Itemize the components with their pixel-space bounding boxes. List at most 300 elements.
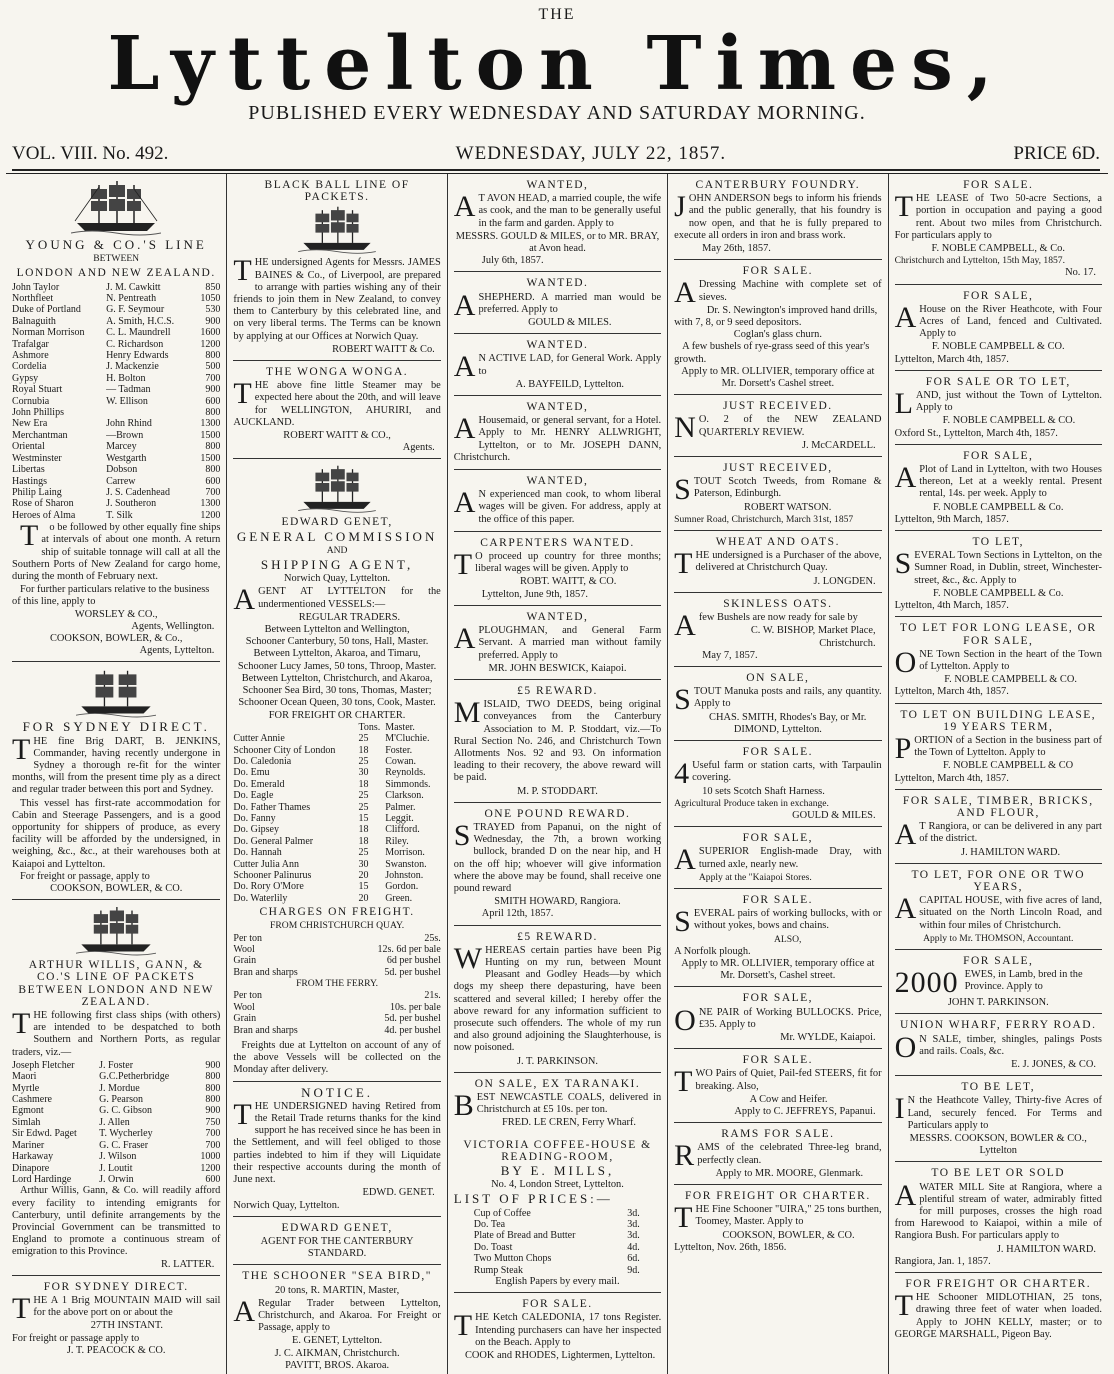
willis-ship-row-cell: 600 [205,1173,221,1185]
willis-ship-row [12,1174,220,1185]
ship-illustration [71,179,161,237]
young-ship-row [12,464,220,475]
classified-ad [454,272,661,334]
foundry-date: May 26th, 1857. [702,243,771,255]
classified-ad [454,803,661,926]
young-ship-row-cell: Trafalgar [12,338,49,350]
price-row-cell: Plate of Bread and Butter [473,1230,576,1242]
capital-title: TO LET, FOR ONE OR TWO YEARS, [911,868,1086,893]
genet-vessel-row-cell: Do. Waterlily [233,892,288,904]
dray-sign: Apply at the "Kaiapoi Stores. [698,871,812,883]
genet-vessel-row-cell: 15 [358,881,369,893]
charge-row-cell: 25s. [424,932,441,944]
genet-vessel-row-cell: Do. Emerald [233,778,285,790]
willis-ship-row-cell: 900 [205,1105,221,1117]
oats-body: Afew Bushels are now ready for sale by [674,609,858,643]
ad-title: ON SALE, EX TARANAKI. [474,1077,641,1090]
forsale-sign: Apply to MR. OLLIVIER, temporary office at Mr. Dorsett's Cashel street. [681,365,875,390]
notice-addr: Norwich Quay, Lyttelton. [233,1199,340,1211]
column-2 [226,174,446,1374]
charges-title: CHARGES ON FREIGHT. [259,906,415,919]
wonga-agent2: Agents. [402,442,435,454]
young-ship-row-cell: Carrew [106,475,136,487]
young-ship-row-cell: John Phillips [12,407,64,419]
ad-date: July 6th, 1857. [481,255,544,267]
lease-no: No. 17. [1065,267,1096,279]
young-ship-row [12,476,220,487]
bullocks-body2: A Norfolk plough. [674,945,751,957]
seabird-ad [233,1265,440,1374]
steers-title: FOR SALE. [742,1054,814,1067]
genet-vessel-row-cell: Do. Fanny [233,812,276,824]
young-ship-row-cell: Henry Edwards [106,350,169,362]
classified-ad [454,1073,661,1134]
genet-vessel-row-cell: Schooner Palinurus [233,869,312,881]
classified-ad [454,174,661,272]
ship-illustration [76,905,156,957]
young-ship-row-cell: Westminster [12,452,62,464]
house-body: AHouse on the River Heathcote, with Four Acres of Land, fenced and Cultivated. Apply to [894,300,1102,340]
charge-row [233,990,440,1001]
charge-row-cell: Wool [233,1001,255,1013]
charges-note: Freights due at Lyttelton on account of any of the above Vessels will be collected on the Monday after delivery. [233,1040,441,1076]
masthead-title: Lyttelton Times, [107,21,1007,107]
price-row [474,1265,640,1276]
caledonia-title: FOR SALE. [522,1298,593,1311]
willis-ship-row-cell: Lord Hardinge [12,1173,72,1185]
house-date: Lyttelton, March 4th, 1857. [894,353,1009,365]
genet-vessel-row [233,859,440,870]
genet-vessel-row-cell: 20 [358,892,369,904]
willis-ship-row-cell: J. Loutit [99,1162,133,1174]
genet-route-line: Between Lyttelton, Akaroa, and Timaru, [253,648,421,660]
bullocks-ad [674,889,881,987]
ad-title: WANTED, [526,610,589,623]
genet-vessel-row-cell: Do. Eagle [233,790,274,802]
received-ad [674,395,881,457]
sections-body: SEVERAL Town Sections in Lyttelton, on the Sumner Road, in Dublin, street, Winchester-street, &c., &c. Apply to [894,547,1102,586]
young-ship-row [12,384,220,395]
young-ship-row-cell: J. Southeron [106,498,157,510]
young-ship-row-cell: 800 [205,350,221,362]
genet2-title: EDWARD GENET, [281,1221,393,1234]
rams-sign: Apply to MR. MOORE, Glenmark. [715,1167,864,1179]
willis-line-ad [12,900,220,1276]
victoria-papers: English Papers by every mail. [495,1276,620,1288]
longlease-date: Lyttelton, March 4th, 1857. [894,686,1009,698]
lease-addr: Christchurch and Lyttelton, 15th May, 1857. [894,255,1066,267]
steers-body: TWO Pairs of Quiet, Pail-fed STEERS, fit for breaking. Also, [674,1065,882,1099]
lease-sign: F. NOBLE CAMPBELL, & Co. [931,243,1065,255]
young-ship-row-cell: Marcey [106,441,137,453]
blackball-title: BLACK BALL LINE OF PACKETS. [264,179,410,204]
young-ship-row-cell: Royal Stuart [12,384,63,396]
genet-vessel-row [233,847,440,858]
house-title: FOR SALE, [963,289,1034,302]
col3-ads [454,174,661,1134]
wonga-body: THE above fine little Steamer may be expected here about the 20th, and will leave for WELLINGTON, AHURIRI, and AUCKLAND. [233,377,441,428]
willis-ship-row-cell: Simlah [12,1116,41,1128]
young-ship-row-cell [106,407,194,418]
rams-body: RAMS of the celebrated Three-leg brand, perfectly clean. [674,1139,882,1173]
wharf-ad [895,1014,1102,1076]
valley-sign: MESSRS. COOKSON, BOWLER & CO., Lyttelton [909,1133,1087,1157]
ad-body: TO proceed up country for three months; liberal wages will be given. Apply to [453,548,662,582]
price-row-cell: 3d. [627,1219,640,1231]
column-3 [447,174,667,1374]
foundry-ad [674,174,881,260]
victoria-title: VICTORIA COFFEE-HOUSE & READING-ROOM, [463,1138,652,1163]
young-agent1b: Agents, Wellington. [131,620,215,632]
charge-row-cell: Bran and sharps [233,1024,298,1036]
young-ship-row [12,339,220,350]
ad-body: AN experienced man cook, to whom liberal wages will be given. For address, apply at the office of this paper. [453,486,662,525]
midlothian-body: THE Schooner MIDLOTHIAN, 25 tons, drawing three feet of water when loaded. Apply to JOHN KELLY, master; or to GEORGE MARSHALL, Pigeon Bay. [894,1289,1102,1340]
young-ship-row-cell: Dobson [106,464,138,476]
genet-vessel-row-cell: 18 [358,824,369,836]
genet-vessels-table [233,722,440,905]
young-agent2b: Agents, Lyttelton. [139,645,215,657]
genet-vessel-row-cell: 25 [358,790,369,802]
genet-vessel-row-cell: Do. Father Thames [233,801,311,813]
charges1-table [233,933,440,979]
blackball-body: THE undersigned Agents for Messrs. JAMES BAINES & Co., of Liverpool, are prepared to arrange with parties wishing any of their friends to join them in New Zealand, to convey them to Canterbury by this celebrated line, and on very liberal terms. The Terms can be known by applying at our Offices at Norwich Quay. [233,254,441,342]
genet-vessel-row-cell: Palmer. [385,801,416,813]
forsale-churn: Coglan's glass churn. [733,329,822,341]
let-ad [895,371,1102,445]
willis-ship-row-cell: J. Orwin [99,1173,134,1185]
young-ship-row-cell: John Rhind [106,418,152,430]
price-row [474,1242,640,1253]
oats-title: SKINLESS OATS. [723,597,833,610]
ad-signature: MESSRS. GOULD & MILES, or to MR. BRAY, at Avon head. [455,230,660,255]
ad-body: AT AVON HEAD, a married couple, the wife as cook, and the man to be generally useful in the farm and garden. Apply to [453,190,662,229]
lease-ad [895,174,1102,285]
price-row [474,1208,640,1219]
charge-row [233,944,440,955]
willis-ship-row-cell: 700 [205,1128,221,1140]
young-ship-row-cell: 800 [205,464,221,476]
timber-sign: J. HAMILTON WARD. [961,846,1061,858]
oats-date: May 7, 1857. [702,649,758,661]
genet-vessel-row [233,813,440,824]
young-agent1: WORSLEY & CO., [74,608,158,620]
sections-sign: F. NOBLE CAMPBELL & Co. [933,587,1064,599]
young-ship-row [12,407,220,418]
genet-vessel-row-cell: Do. Gipsey [233,824,279,836]
ad-body: AN ACTIVE LAD, for General Work. Apply to [453,350,662,384]
young-ship-row [12,327,220,338]
ad-signature: MR. JOHN BESWICK, Kaiapoi. [488,662,627,674]
young-ship-row-cell: 1500 [200,452,221,464]
young-ship-row-cell: H. Bolton [106,372,146,384]
classified-ad [454,532,661,606]
plot-date: Lyttelton, 9th March, 1857. [894,513,1009,525]
genet-vessel-row-cell: 18 [358,778,369,790]
ad-title: WANTED, [526,475,589,488]
genet-vessel-row-cell: Schooner City of London [233,744,336,756]
notice-agent: EDWD. GENET. [362,1187,435,1199]
wylde-sign: Mr. WYLDE, Kaiapoi. [780,1031,876,1043]
genet-vessel-row-cell: Do. Emu [233,767,270,779]
victoria-by: BY E. MILLS, [500,1163,615,1179]
ad-signature: A. BAYFEILD, Lyttelton. [515,378,625,390]
column-1 [6,174,226,1374]
young-between: BETWEEN [93,253,140,265]
caledonia-body: THE Ketch CALEDONIA, 17 tons Register. Intending purchasers can have her inspected on the Beach. Apply to [453,1309,662,1348]
willis-ships-table [12,1060,220,1185]
wylde-title: FOR SALE, [742,992,814,1005]
bullocks-also: ALSO, [773,933,802,945]
column-5 [888,174,1108,1374]
young-ship-row-cell: 700 [205,486,221,498]
victoria-ad [454,1134,661,1294]
oats-sign: C. W. BISHOP, Market Place, Christchurch. [750,625,876,649]
young-ship-row-cell: 1200 [200,338,221,350]
genet-regular: REGULAR TRADERS. [298,611,401,623]
young-ship-row-cell: W. Ellison [106,395,148,407]
timber-body: AT Rangiora, or can be delivered in any part of the district. [894,818,1102,852]
dateline [12,143,1100,171]
carts-body2: 10 sets Scotch Shaft Harness. [702,785,825,797]
young-ship-row-cell: Northfleet [12,293,54,305]
willis-ship-row-cell: Harkaway [12,1151,54,1163]
young-ship-row-cell: Ashmore [12,350,49,362]
young-ship-row-cell: Cornubia [12,395,50,407]
sydney2-date: 27TH INSTANT. [90,1320,163,1332]
young-ship-row-cell: New Era [12,418,48,430]
genet-vessel-row [233,836,440,847]
charge-row-cell: 5d. per bushel [384,966,441,978]
let-sign: F. NOBLE CAMPBELL & CO. [942,415,1076,427]
classified-ad [454,470,661,532]
young-ship-row-cell: G. F. Seymour [106,304,165,316]
ad-title: WANTED, [526,401,589,414]
seabird-body: ARegular Trader between Lyttelton, Christchurch, and Akaroa. For Freight or Passage, apply to [233,1294,441,1334]
young-ship-row-cell: Duke of Portland [12,304,81,316]
genet-vessel-row-cell: Green. [385,892,413,904]
uira-date: Lyttelton, Nov. 26th, 1856. [674,1241,787,1253]
young-ship-row [12,453,220,464]
longlease-title: TO LET FOR LONG LEASE, OR FOR SALE, [899,622,1097,647]
young-ship-row [12,350,220,361]
willis-ship-row [12,1163,220,1174]
bullocks-title: FOR SALE. [742,893,814,906]
ad-date: April 12th, 1857. [481,908,554,920]
genet-vessel-row-cell: 30 [358,767,369,779]
uira-body: THE Fine Schooner "UIRA," 25 tons burthen, Toomey, Master. Apply to [674,1201,882,1235]
willis-ship-row-cell: T. Wycherley [99,1128,153,1140]
genet-vessel-row-cell: Do. Rory O'More [233,881,304,893]
genet-vessel-row-cell: Reynolds. [385,767,426,779]
genet-vessel-row [233,802,440,813]
genet-hdr-tons: Tons. [358,721,381,733]
ad-body: ASHEPHERD. A married man would be preferred. Apply to [453,288,662,322]
young-ship-row-cell: Balnaguith [12,315,56,327]
genet-vessel-row-cell: Cowan. [385,755,417,767]
sections-date: Lyttelton, 4th March, 1857. [894,600,1009,612]
young-ship-row-cell: Oriental [12,441,45,453]
forsale-title: FOR SALE. [742,265,814,278]
genet-hdr-master: Master. [385,721,415,733]
sections-title: TO LET, [972,536,1025,549]
young-ship-row-cell: 1300 [200,418,221,430]
genet-hdr-vessel [233,722,358,733]
capital-sign: Apply to Mr. THOMSON, Accountant. [923,932,1074,944]
genet-vessel-row-cell: 25 [358,733,369,745]
charge-row-cell: Grain [233,955,257,967]
seabird-agent: J. C. AIKMAN, Christchurch. [274,1347,400,1359]
genet-title3: SHIPPING AGENT, [260,557,414,573]
genet-vessel-row-cell: Riley. [385,835,409,847]
young-ship-row [12,441,220,452]
young-ship-row-cell: —Brown [106,429,144,441]
young-ship-row-cell: C. Richardson [106,338,164,350]
young-ship-row [12,293,220,304]
ship-illustration [297,205,377,255]
willis-ship-row-cell: J. Foster [99,1059,134,1071]
genet-freight: FOR FREIGHT OR CHARTER. [268,709,406,721]
willis-ship-row [12,1094,220,1105]
blackball-agent: ROBERT WAITT & Co. [332,343,435,355]
genet-vessel-row-cell: Morrison. [385,847,425,859]
charge-row-cell: 21s. [424,990,441,1002]
sydney2-agent: J. T. PEACOCK & CO. [66,1344,166,1356]
willis-ship-row [12,1128,220,1139]
capital-ad [895,864,1102,950]
volume-number: VOL. VIII. No. 492. [12,143,169,164]
ad-title: WANTED. [526,277,589,290]
young-ship-row-cell: 800 [205,407,221,419]
longlease-ad [895,617,1102,703]
young-ship-row-cell: C. L. Maundrell [106,327,171,339]
genet-vessel-row-cell: Cutter Julia Ann [233,858,299,870]
classified-ad [454,396,661,470]
notice-title: NOTICE. [301,1084,374,1100]
charge-row-cell: Bran and sharps [233,966,298,978]
received2-body: STOUT Scotch Tweeds, from Romane & Paterson, Edinburgh. [674,473,882,507]
ad-date: Lyttelton, June 9th, 1857. [481,588,588,600]
onsale-sign: CHAS. SMITH, Rhodes's Bay, or Mr. DIMOND, Lyttelton. [709,711,867,735]
genet-vessel-row-cell: 25 [358,847,369,859]
charge-row-cell: 10s. per bale [389,1001,441,1013]
wonga-title: THE WONGA WONGA. [266,366,409,379]
young-ship-row-cell: 900 [205,384,221,396]
notice-body: THE UNDERSIGNED having Retired from the Retail Trade returns thanks for the kind support he has received since he has been in the Settlement, and will feel obliged to those parties indebted to him if they will Liquidate their respective accounts during the month of June next. [233,1097,441,1186]
mill-title: TO BE LET OR SOLD [931,1167,1066,1180]
young-ship-row-cell: 1300 [200,498,221,510]
foundry-title: CANTERBURY FOUNDRY. [695,179,861,191]
willis-ship-row [12,1071,220,1082]
ad-body: AHousemaid, or general servant, for a Hotel. Apply to Mr. HENRY ALLWRIGHT, Lyttelton, or to Mr. JOSEPH DANN, Christchurch. [453,412,662,463]
issue-date: WEDNESDAY, JULY 22, 1857. [455,143,727,164]
charge-row-cell: 4d. per bushel [384,1024,441,1036]
willis-ship-row [12,1105,220,1116]
bullocks-body: SEVERAL pairs of working bullocks, with or without yokes, bows and chains. [674,905,882,939]
dray-title: FOR SALE, [742,832,814,845]
sydney-body2: This vessel has first-rate accommodation for Cabin and Steerage Passengers, and is a good opportunity for shippers of produce, as every facility will be afforded by the undersigned, in weighing, &c., &c., at their warehouses both at Kaiapoi and Lyttelton. [12,797,221,870]
genet-vessel-row [233,881,440,892]
received-body: NO. 2 of the NEW ZEALAND QUARTERLY REVIEW. [674,411,882,445]
genet-route-line: Between Lyttelton and Wellington, [264,624,410,636]
ad-signature: FRED. LE CREN, Ferry Wharf. [501,1117,636,1129]
received-sign: J. McCARDELL. [801,439,876,451]
ewes-ad [895,950,1102,1014]
young-ship-row-cell: Cordelia [12,361,47,373]
mill-body: AWATER MILL Site at Rangiora, where a plentiful stream of water, admirably fitted for mill purposes, crosses the high road from Harewood to Kaiapoi, within a mile of Rangiora Bush. For particulars apply to [894,1178,1102,1242]
genet-vessel-row-cell: Gordon. [385,881,419,893]
charges-from1: FROM CHRISTCHURCH QUAY. [270,920,405,932]
genet-vessel-row-cell: 25 [358,801,369,813]
seabird-sub: 20 tons, R. MARTIN, Master, [274,1284,400,1296]
seabird-title: THE SCHOONER "SEA BIRD," [242,1270,432,1283]
genet-vessel-row-cell: Johnston. [385,869,424,881]
genet-and: AND [326,544,348,556]
longlease-body: ONE Town Section in the heart of the Town of Lyttelton. Apply to [894,645,1102,679]
young-ship-row-cell: 1200 [200,509,221,521]
plot-sign: F. NOBLE CAMPBELL & Co. [933,501,1064,513]
ewes-number: 2000 [894,969,959,998]
genet-vessel-row-cell: 20 [358,869,369,881]
genet-vessel-row [233,870,440,881]
young-ship-row-cell: 700 [205,372,221,384]
sydney-direct-ad [12,662,220,900]
genet-vessel-row-cell: Simmonds. [385,778,431,790]
young-body: To be followed by other equally fine ships at intervals of about one month. A return ship of suitable tonnage will call at all the Southern Ports of New Zealand for cargo home, during the month of February next. [12,519,221,582]
classified-ad [454,680,661,803]
carts-body3: Agricultural Produce taken in exchange. [674,797,829,809]
midlothian-title: FOR FREIGHT OR CHARTER. [905,1278,1092,1291]
young-ship-row-cell: Philip Laing [12,486,62,498]
willis-ship-row-cell: Sir Edwd. Paget [12,1128,77,1140]
young-ship-row [12,498,220,509]
genet-route-line: Between Lyttelton, Christchurch, and Akaroa, [241,672,433,684]
willis-ship-row-cell: 700 [205,1139,221,1151]
young-ship-row-cell: John Taylor [12,281,60,293]
price-row-cell: 3d. [627,1230,640,1242]
genet-routes [233,624,440,709]
charge-row [233,933,440,944]
wheat-body: THE undersigned is a Purchaser of the above, delivered at Christchurch Quay. [674,547,882,581]
sydney-agent: COOKSON, BOWLER, & CO. [50,883,183,895]
genet-vessel-row-cell: Leggit. [385,812,414,824]
young-ship-row-cell: Norman Morrison [12,327,85,339]
masthead-subtitle: PUBLISHED EVERY WEDNESDAY AND SATURDAY MORNING. [248,102,866,124]
young-ship-row-cell: J. Mackenzie [106,361,159,373]
let-body: LAND, just without the Town of Lyttelton. Apply to [894,387,1102,421]
willis-ship-row-cell: Cashmere [12,1094,52,1106]
genet-route-line: Schooner Sea Bird, 30 tons, Thomas, Master; [242,685,432,697]
uira-ad [674,1185,881,1258]
genet-addr: Norwich Quay, Lyttelton. [284,573,391,585]
genet-route-line: Schooner Ocean Queen, 30 tons, Cook, Master. [238,697,436,709]
oats-ad [674,593,881,667]
building-sign: F. NOBLE CAMPBELL & CO [943,760,1074,772]
willis-ship-row-cell: Joseph Fletcher [12,1059,75,1071]
willis-ship-row-cell: G. C. Fraser [99,1139,149,1151]
onsale-ad [674,667,881,741]
timber-title: FOR SALE, TIMBER, BRICKS, AND FLOUR, [902,794,1094,819]
price-row [474,1230,640,1241]
genet-vessel-row-cell: 25 [358,755,369,767]
ad-title: CARPENTERS WANTED. [480,536,635,549]
genet2-sub: AGENT FOR THE CANTERBURY STANDARD. [260,1235,414,1260]
genet-vessel-row-cell: Do. General Palmer [233,835,314,847]
young-ship-row-cell: Westgarth [106,452,147,464]
price-row-cell: Two Mutton Chops [473,1253,552,1265]
rams-ad [674,1123,881,1185]
genet-vessel-row-cell: 15 [358,812,369,824]
